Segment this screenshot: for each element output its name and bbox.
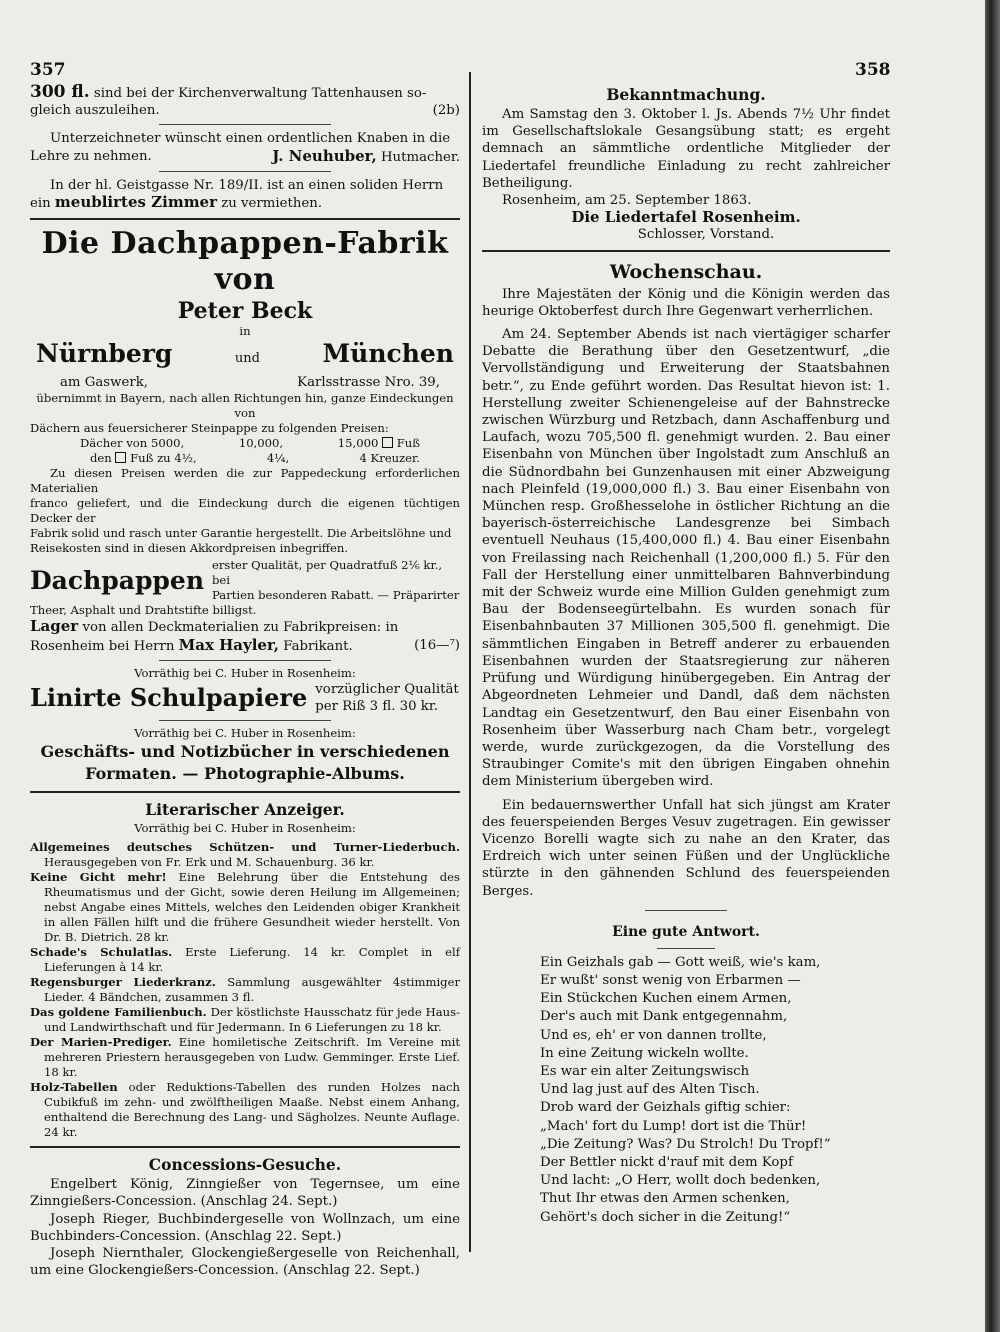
literature-entry-title: Regensburger Liederkranz. <box>30 975 216 990</box>
literature-entry <box>30 945 460 975</box>
poem-line: Und es, eh' er von dannen trollte, <box>540 1027 767 1043</box>
literature-entry-text: Erste Lieferung. 14 kr. Complet in elf Lieferungen à 14 kr. <box>44 945 460 975</box>
concession-entry: Joseph Rieger, Buchbindergeselle von Wollnzach, um eine Buchbinders-Concession. (Anschlag 22. Sept.) <box>30 1211 460 1244</box>
short-rule <box>645 910 727 911</box>
literature-entry-text: Der köstlichste Hausschatz für jede Haus- und Landwirthschaft und für Jedermann. In 6 Lieferungen zu 18 kr. <box>44 1005 461 1035</box>
bekanntmachung <box>482 84 890 244</box>
dp-text1: erster Qualität, per Quadratfuß 2⅙ kr., bei <box>212 558 443 588</box>
poem-line: Ein Geizhals gab — Gott weiß, wie's kam, <box>540 954 821 970</box>
price-3: 4 Kreuzer. <box>359 451 420 466</box>
literature-entry-text: Sammlung ausgewählter 4stimmiger Lieder. 4 Bändchen, zusammen 3 fl. <box>44 975 460 1005</box>
literature-entry-title: Holz-Tabellen <box>30 1080 118 1095</box>
literarischer-anzeiger <box>30 799 460 1140</box>
literature-entry-text: oder Reduktions-Tabellen des runden Holzes nach Cubikfuß im zehn- und zwölftheiligen Maaße. Nebst einem Anhang, enthaltend die Berechnung des Lang- und Sägholzes. Neunte Auflage. 24 kr. <box>44 1080 460 1140</box>
dachpappen-ad <box>30 226 460 655</box>
bekanntmachung-text: Am Samstag den 3. Oktober l. Js. Abends 7½ Uhr findet im Gesellschaftslokale Gesangsübung statt; es ergeht demnach an sämmtliche ordentliche Mitglieder der Liedertafel freundliche Einladung zu recht zahlreicher Betheiligung. <box>482 107 890 191</box>
ad-lehre-line1: Unterzeichneter wünscht einen ordentlichen Knaben in die <box>50 131 451 147</box>
dachpappen-note4: Reisekosten sind in diesen Akkordpreisen inbegriffen. <box>30 541 349 556</box>
dachpappen-owner: Peter Beck <box>177 298 313 325</box>
poem-heading: Eine gute Antwort. <box>612 923 760 940</box>
city-nuernberg: Nürnberg <box>36 339 173 369</box>
lager-code: (16—⁷) <box>414 637 460 653</box>
qty-unit: Fuß <box>396 436 420 451</box>
section-rule <box>482 250 890 252</box>
qty-2: 10,000, <box>238 436 284 451</box>
concessions-heading: Concessions-Gesuche. <box>148 1155 342 1175</box>
schulpapiere-text2: per Riß 3 fl. 30 kr. <box>315 699 438 715</box>
literarischer-list <box>30 840 460 1140</box>
section-rule <box>30 791 460 793</box>
wochenschau-paragraphs <box>482 286 890 900</box>
section-rule <box>30 218 460 220</box>
concessions-list <box>30 1176 460 1279</box>
dachpappen-desc2: Dächern aus feuersicherer Steinpappe zu folgenden Preisen: <box>30 421 389 436</box>
ad-lehre-line2: Lehre zu nehmen. <box>30 148 152 164</box>
literature-entry-text: Eine homiletische Zeitschrift. Im Vereine mit mehreren Priestern herausgegeben von Ludw. Gemminger. Erste Lief. 18 kr. <box>44 1035 461 1080</box>
literature-entry <box>30 975 460 1005</box>
short-rule <box>159 171 331 172</box>
dachpappen-note2: franco geliefert, und die Eindeckung durch die eigenen tüchtigen Decker der <box>30 496 460 526</box>
news-paragraph: Ein bedauernswerther Unfall hat sich jüngst am Krater des feuerspeienden Berges Vesuv zugetragen. Ein gewisser Vicenzo Borelli wagte sich zu nahe an den Krater, das Erdreich wich unter seinen Füßen und der Unglückliche stürzte in den gähnenden Schlund des feuerspeienden Berges. <box>482 797 890 899</box>
ad-text: sind bei der Kirchenverwaltung Tattenhausen so- <box>93 86 427 101</box>
poem-line: Er wußt' sonst wenig von Erbarmen — <box>540 972 801 988</box>
poem-line: Gehört's doch sicher in die Zeitung!“ <box>540 1209 791 1225</box>
poem-line: „Die Zeitung? Was? Du Strolch! Du Tropf!“ <box>540 1136 831 1152</box>
price-unit: Fuß zu 4½, <box>130 451 197 466</box>
bekanntmachung-heading: Bekanntmachung. <box>606 85 766 104</box>
square-symbol <box>382 437 393 448</box>
poem-line: Ein Stückchen Kuchen einem Armen, <box>540 991 792 1007</box>
dachpappen-note3: Fabrik solid und rasch unter Garantie hergestellt. Die Arbeitslöhne und <box>30 526 452 541</box>
left-column <box>30 84 460 1279</box>
dachpappen-in: in <box>239 324 251 339</box>
ad-zimmer <box>30 177 460 212</box>
lager-text: von allen Deckmaterialien zu Fabrikpreisen: in <box>82 620 399 636</box>
literature-entry-title: Schade's Schulatlas. <box>30 945 173 960</box>
news-paragraph: Ihre Majestäten der König und die Königin werden das heurige Oktoberfest durch Ihre Gegenwart verherrlichen. <box>482 286 890 319</box>
geschaeftsbuecher-line2: Formaten. — Photographie-Albums. <box>85 764 405 784</box>
geschaeftsbuecher-line1: Geschäfts- und Notizbücher in verschiedenen <box>40 742 450 762</box>
qty-label: Dächer von 5000, <box>80 436 185 451</box>
concessions-section <box>30 1154 460 1279</box>
literature-entry <box>30 1080 460 1140</box>
poem-line: Der Bettler nickt d'rauf mit dem Kopf <box>540 1154 793 1170</box>
column-divider <box>469 72 471 1252</box>
poem-line: In eine Zeitung wickeln wollte. <box>540 1045 749 1061</box>
dp-text3: Theer, Asphalt und Drahtstifte billigst. <box>30 603 257 618</box>
literature-entry <box>30 840 460 870</box>
addr-karlsstrasse: Karlsstrasse Nro. 39, <box>297 375 440 391</box>
wochenschau <box>482 258 890 900</box>
ad-code: (2b) <box>432 103 460 119</box>
poem-line: Der's auch mit Dank entgegennahm, <box>540 1009 788 1025</box>
page-number-left: 357 <box>30 60 66 80</box>
lager-text2: Rosenheim bei Herrn <box>30 638 175 654</box>
ad-300fl <box>30 84 460 119</box>
poem-line: Und lag just auf des Alten Tisch. <box>540 1082 760 1098</box>
qty-3: 15,000 <box>337 436 379 451</box>
ad-zimmer-bold: meublirtes Zimmer <box>54 193 218 212</box>
concession-entry: Joseph Niernthaler, Glockengießergeselle von Reichenhall, um eine Glockengießers-Concession. (Anschlag 22. Sept.) <box>30 1246 460 1279</box>
ad-lehre <box>30 130 460 165</box>
short-rule <box>159 720 331 721</box>
ad-zimmer-post: zu vermiethen. <box>221 196 323 212</box>
bekanntmachung-signer: Schlosser, Vorstand. <box>637 227 775 243</box>
news-paragraph: Am 24. September Abends ist nach viertägiger scharfer Debatte die Berathung über den Gesetzentwurf, „die Vervollständigung und Erweiterung der Staatsbahnen betr.“, zu Ende geführt worden. Das Resultat hievon ist: 1. Herstellung zweiter Schienengeleise auf der Bahnstrecke zwischen Würzburg und Retzbach, dann Aschaffenburg und Laufach, wozu 705,500 fl. genehmigt wurden. 2. Bau einer Eisenbahn von München über Ingolstadt zum Anschluß an die Südnordbahn bei Gunzenhausen mit einer Abzweigung nach Pleinfeld (19,000,000 fl.) 3. Bau einer Eisenbahn von München resp. Großhesselohe in östlicher Richtung an die bayerisch-österreichische Landesgrenze bei Simbach eventuell Neuhaus (15,400,000 fl.) 4. Bau einer Eisenbahn von Freilassing nach Reichenhall (1,200,000 fl.) 5. Für den Fall der Herstellung einer unmittelbaren Bahnverbindung mit der Schweiz wurde eine Million Gulden genehmigt zum Bau der Bodenseegürtelbahn. Es wurden sonach für Eisenbahnbauten 37 Millionen 305,500 fl. genehmigt. Die sämmtlichen Eingaben in Betreff anderer zu erbauenden Eisenbahnen wurden der Staatsregierung zur näheren Prüfung und Würdigung hinübergegeben. Ein Antrag der Abgeordneten Lehmeier und Dandl, daß dem nächsten Landtag ein Gesetzentwurf, den Bau einer Eisenbahn von Rosenheim über Wasserburg nach Cham betr., vorgelegt werde, wurde zurückgezogen, da die Vorstellung des Straubinger Comite's mit den übrigen Eingaben ohnehin dem Ministerium übergeben wird. <box>482 327 890 790</box>
literature-entry-title: Das goldene Familienbuch. <box>30 1005 207 1020</box>
poem-line: Und lacht: „O Herr, wollt doch bedenken, <box>540 1173 821 1189</box>
addr-gaswerk: am Gaswerk, <box>60 375 149 391</box>
ad-lehre-signature: J. Neuhuber, <box>272 146 377 165</box>
section-rule <box>30 1146 460 1148</box>
right-column <box>482 84 890 1227</box>
literature-entry <box>30 870 460 945</box>
literarischer-heading: Literarischer Anzeiger. <box>145 800 345 820</box>
poem-line: Drob ward der Geizhals giftig schier: <box>540 1100 791 1116</box>
literature-entry-title: Der Marien-Prediger. <box>30 1035 172 1050</box>
poem-lines <box>482 954 890 1227</box>
city-muenchen: München <box>322 339 454 369</box>
literature-entry <box>30 1035 460 1080</box>
poem-line: Es war ein alter Zeitungswisch <box>540 1063 750 1079</box>
bekanntmachung-org: Die Liedertafel Rosenheim. <box>571 208 801 227</box>
ad-zimmer-pre: ein <box>30 196 51 212</box>
dachpappen-word: Dachpappen <box>30 565 204 595</box>
poem-line: „Mach' fort du Lump! dort ist die Thür! <box>540 1118 807 1134</box>
price-label: den <box>90 451 112 466</box>
dp-text2: Partien besonderen Rabatt. — Präparirter <box>212 588 460 603</box>
lager-bold: Lager <box>30 617 79 636</box>
schulpapiere-title: Linirte Schulpapiere <box>30 683 308 713</box>
short-rule <box>159 660 331 661</box>
square-symbol <box>115 452 126 463</box>
poem-line: Thut Ihr etwas den Armen schenken, <box>540 1191 790 1207</box>
literature-entry <box>30 1005 460 1035</box>
ad-zimmer-line1: In der hl. Geistgasse Nr. 189/II. ist an einen soliden Herrn <box>50 177 444 193</box>
geschaeftsbuecher-intro: Vorräthig bei C. Huber in Rosenheim: <box>134 726 356 741</box>
price-2: 4¼, <box>266 451 290 466</box>
ad-lehre-profession: Hutmacher. <box>380 149 460 165</box>
bekanntmachung-date: Rosenheim, am 25. September 1863. <box>502 193 752 209</box>
literature-entry-text: Herausgegeben von Fr. Erk und M. Schauenburg. 36 kr. <box>44 855 375 870</box>
literature-entry-title: Allgemeines deutsches Schützen- und Turner-Liederbuch. <box>30 840 460 855</box>
short-rule <box>159 124 331 125</box>
book-edge <box>985 0 1000 1332</box>
geschaeftsbuecher-ad <box>30 726 460 785</box>
dachpappen-note1: Zu diesen Preisen werden die zur Pappedeckung erforderlichen Materialien <box>30 466 460 496</box>
lager-name: Max Hayler, <box>178 635 280 654</box>
schulpapiere-intro: Vorräthig bei C. Huber in Rosenheim: <box>134 665 356 680</box>
schulpapiere-ad <box>30 666 460 715</box>
lager-post: Fabrikant. <box>283 638 353 654</box>
literature-entry-title: Keine Gicht mehr! <box>30 870 167 885</box>
short-rule <box>657 948 714 949</box>
page-number-right: 358 <box>855 60 891 80</box>
literature-entry-text: Eine Belehrung über die Entstehung des Rheumatismus und der Gicht, sowie deren Heilung im Allgemeinen; nebst Angabe eines Mittels, welches den Leidenden obiger Krankheit in allen Fällen hilft und die frühere Gesundheit wieder herstellt. Von Dr. B. Dietrich. 28 kr. <box>44 870 460 945</box>
dachpappen-desc1: übernimmt in Bayern, nach allen Richtungen hin, ganze Eindeckungen von <box>36 391 454 421</box>
concession-entry: Engelbert König, Zinngießer von Tegernsee, um eine Zinngießers-Concession. (Anschlag 24. Sept.) <box>30 1177 460 1210</box>
dachpappen-title: Die Dachpappen-Fabrik von <box>41 226 449 298</box>
schulpapiere-text1: vorzüglicher Qualität <box>315 681 459 697</box>
ad-amount: 300 fl. <box>30 82 90 102</box>
poem <box>482 921 890 1227</box>
ad-text-2: gleich auszuleihen. <box>30 103 160 119</box>
literarischer-intro: Vorräthig bei C. Huber in Rosenheim: <box>134 821 356 836</box>
city-und: und <box>234 351 260 367</box>
wochenschau-heading: Wochenschau. <box>609 260 763 283</box>
